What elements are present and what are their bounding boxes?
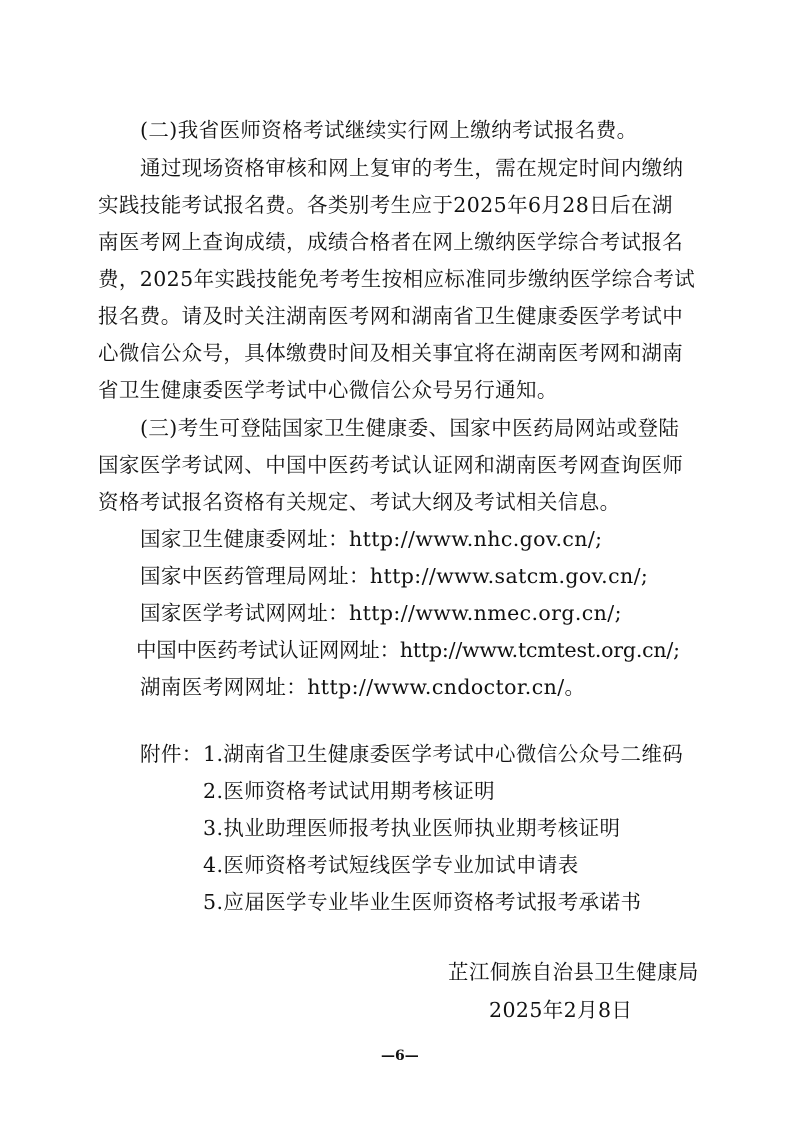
section-1-line-1: (二)我省医师资格考试继续实行网上缴纳考试报名费。 (140, 118, 638, 142)
signature-org: 芷江侗族自治县卫生健康局 (448, 960, 699, 984)
section-2-line-4: 费，2025年实践技能免考考生按相应标准同步缴纳医学综合考试 (98, 267, 696, 291)
website-nmec: 国家医学考试网网址：http://www.nmec.org.cn/; (140, 601, 622, 625)
website-satcm: 国家中医药管理局网址：http://www.satcm.gov.cn/; (140, 564, 649, 588)
attachment-item-3: 3.执业助理医师报考执业医师执业期考核证明 (203, 816, 621, 840)
section-3-line-3: 资格考试报名资格有关规定、考试大纲及考试相关信息。 (98, 490, 621, 514)
website-cndoctor: 湖南医考网网址：http://www.cndoctor.cn/。 (140, 675, 586, 699)
attachments-label: 附件： (140, 742, 203, 766)
website-nhc: 国家卫生健康委网址：http://www.nhc.gov.cn/; (140, 527, 603, 551)
section-3-line-2: 国家医学考试网、中国中医药考试认证网和湖南医考网查询医师 (98, 453, 684, 477)
website-tcmtest: 中国中医药考试认证网网址：http://www.tcmtest.org.cn/; (136, 638, 680, 662)
attachment-item-4: 4.医师资格考试短线医学专业加试申请表 (203, 853, 579, 877)
section-2-line-3: 南医考网上查询成绩，成绩合格者在网上缴纳医学综合考试报名 (98, 230, 684, 254)
section-2-line-5: 报名费。请及时关注湖南医考网和湖南省卫生健康委医学考试中 (98, 304, 684, 328)
section-2-line-7: 省卫生健康委医学考试中心微信公众号另行通知。 (98, 378, 558, 402)
section-2-line-2: 实践技能考试报名费。各类别考生应于2025年6月28日后在湖 (98, 193, 673, 217)
attachment-item-1: 1.湖南省卫生健康委医学考试中心微信公众号二维码 (203, 742, 684, 766)
page-number: —6— (381, 1048, 419, 1064)
section-3-line-1: (三)考生可登陆国家卫生健康委、国家中医药局网站或登陆 (140, 416, 680, 440)
attachment-item-5: 5.应届医学专业毕业生医师资格考试报考承诺书 (203, 890, 642, 914)
section-2-line-6: 心微信公众号，具体缴费时间及相关事宜将在湖南医考网和湖南 (98, 341, 684, 365)
section-2-line-1: 通过现场资格审核和网上复审的考生，需在规定时间内缴纳 (140, 156, 684, 180)
signature-date: 2025年2月8日 (489, 998, 633, 1022)
attachment-item-2: 2.医师资格考试试用期考核证明 (203, 779, 496, 803)
